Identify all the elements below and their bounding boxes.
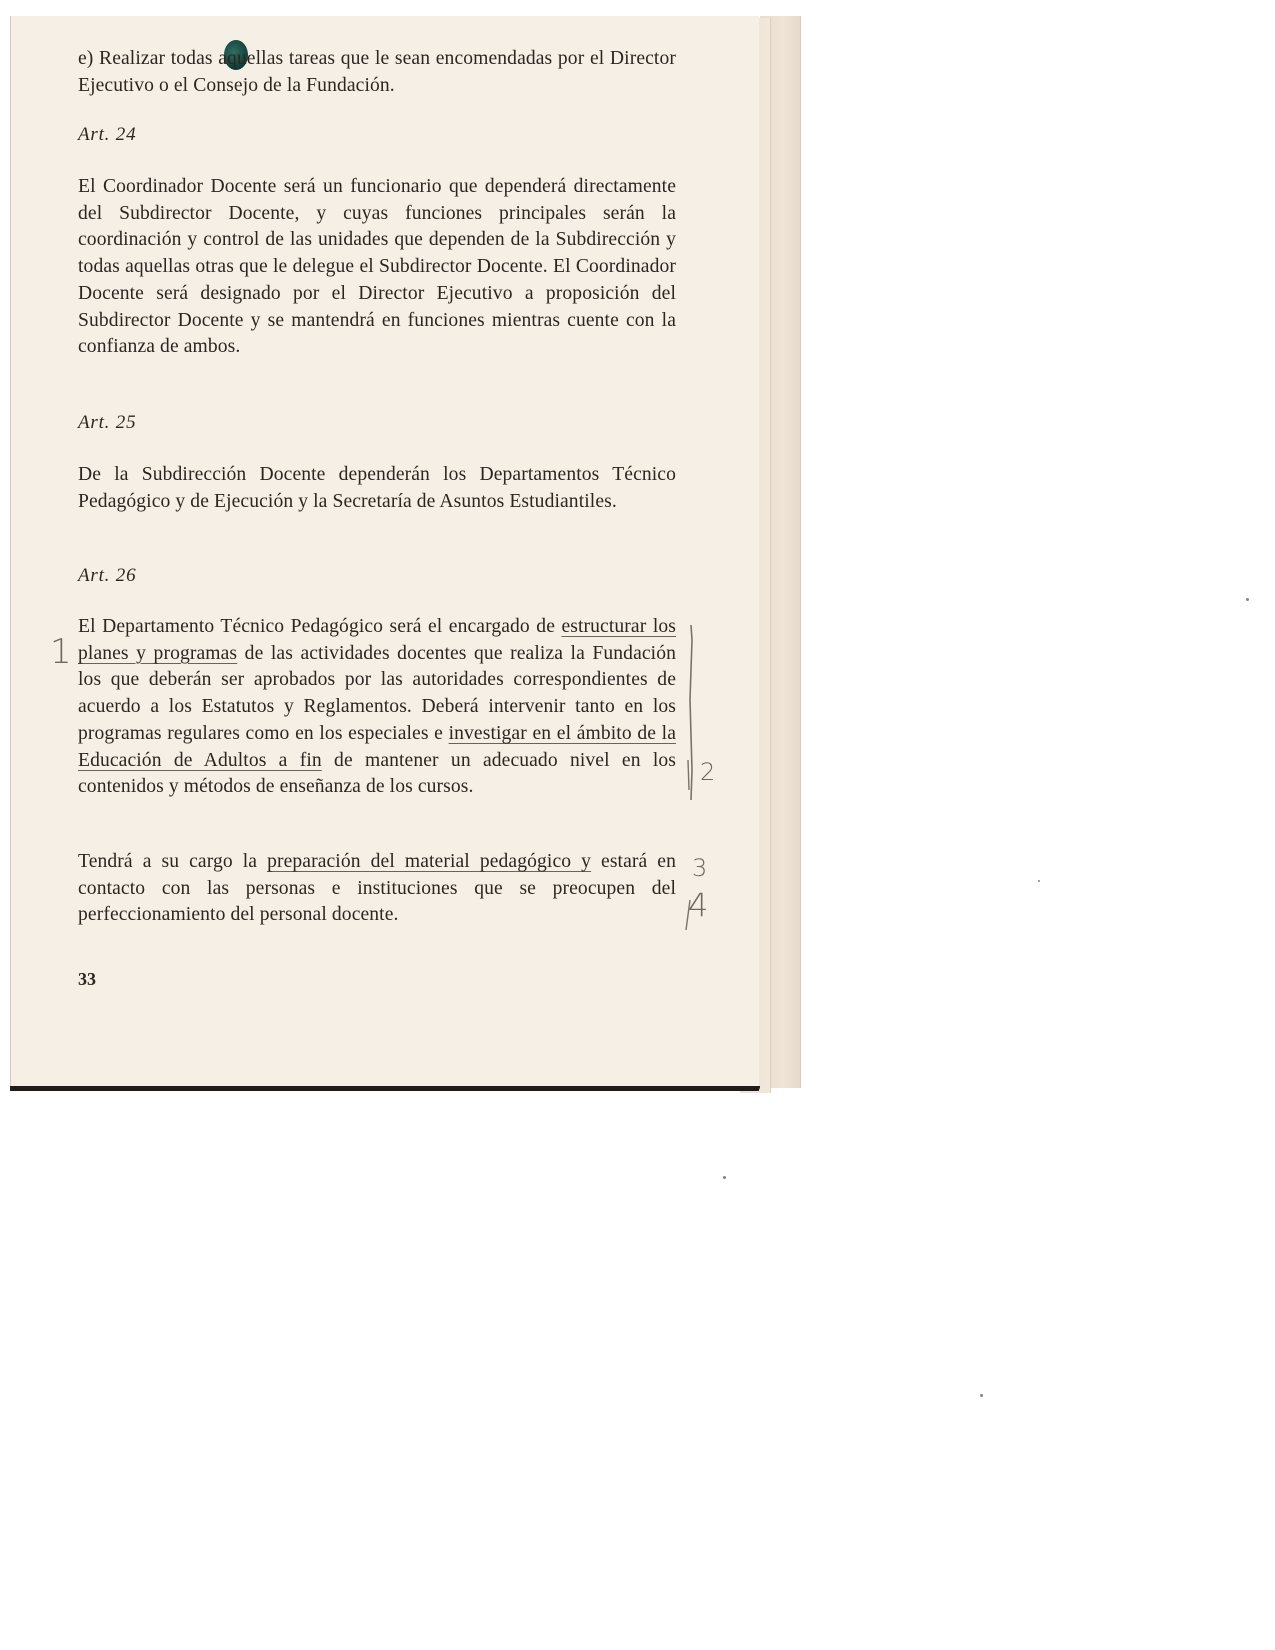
bracket-line-icon xyxy=(690,625,692,800)
art-26-p1-part-c: de mantener un adecuado nivel en los contenidos y métodos de enseñanza de los cursos. xyxy=(78,749,676,798)
bracket-line-small-icon xyxy=(688,760,689,790)
art-26-p2-part-b: estará en contacto con las personas e instituciones que se preocupen del perfeccionamiento del personal docente. xyxy=(78,851,677,926)
page-number: 33 xyxy=(78,969,96,989)
margin-mark-4: 4 xyxy=(688,886,709,924)
art-26-p1-part-a: El Departamento Técnico Pedagógico será el encargado de xyxy=(78,616,562,637)
art-26-p1-part-b: de las actividades docentes que realiza la Fundación los que deberán ser aprobados por las autoridades correspondientes de acuerdo a los Estatutos y Reglamentos. Deberá intervenir tanto en los programas regulares como en los especiales e xyxy=(78,642,676,744)
art-25-text: De la Subdirección Docente dependerán los Departamentos Técnico Pedagógico y de Ejecución y la Secretaría de Asuntos Estudiantiles. xyxy=(78,464,676,512)
margin-mark-2: 2 xyxy=(700,758,716,786)
paragraph-e: e) Realizar todas aquellas tareas que le sean encomendadas por el Director Ejecutivo o el Consejo de la Fundación. xyxy=(78,48,676,96)
margin-mark-1: 1 xyxy=(50,632,72,672)
scan-speck xyxy=(723,1176,726,1179)
art-26-p2-part-a: Tendrá a su cargo la xyxy=(78,851,268,872)
art-24-text: El Coordinador Docente será un funcionario que dependerá directamente del Subdirector Docente, y cuyas funciones principales serán la coordinación y control de las unidades que dependen de la Subdirección y todas aquellas otras que le delegue el Subdirector Docente. El Coordinador Docente será designado por el Director Ejecutivo a proposición del Subdirector Docente y se mantendrá en funciones mientras cuente con la confianza de ambos. xyxy=(78,176,676,358)
scan-speck xyxy=(1038,880,1040,882)
art-26-p1-underline-1: estructurar los planes y programas xyxy=(78,616,676,664)
art-25-heading: Art. 25 xyxy=(78,412,137,433)
art-26-p1-underline-2: investigar en el ámbito de la Educación de Adultos a fin xyxy=(78,722,677,771)
art-24-heading: Art. 24 xyxy=(78,124,137,145)
scan-speck xyxy=(980,1394,983,1397)
art-26-heading: Art. 26 xyxy=(78,565,137,586)
scan-speck xyxy=(1246,598,1249,601)
margin-mark-3: 3 xyxy=(692,854,708,882)
art-26-p2-underline-1: preparación del material pedagógico y xyxy=(267,851,592,872)
